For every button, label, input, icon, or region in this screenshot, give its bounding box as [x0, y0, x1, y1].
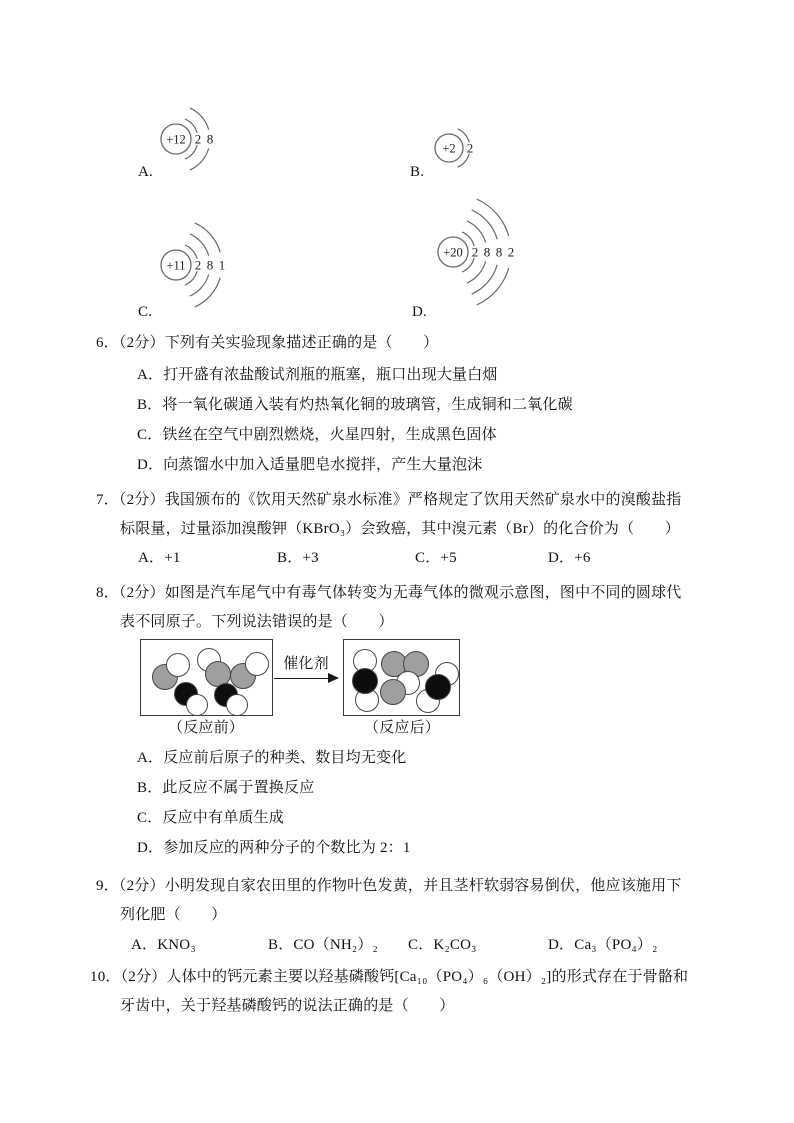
question-7-option-a: A．+1 [138, 550, 181, 566]
electron-shell-arc [467, 221, 486, 243]
electron-shell-arc [458, 154, 470, 167]
question-9-option-a: A．KNO₃ [131, 937, 196, 953]
electron-shell-arc [472, 210, 498, 239]
diagram-option-label-a: A. [138, 164, 153, 180]
electron-shell-arc [472, 265, 498, 294]
electron-shell-arc [477, 268, 509, 305]
question-6-option-c: C．铁丝在空气中剧烈燃烧，火星四射，生成黑色固体 [137, 427, 497, 443]
question-10-stem-line2: 牙齿中，关于羟基磷酸钙的说法正确的是（ ） [120, 998, 455, 1014]
question-8-option-a: A．反应前后原子的种类、数目均无变化 [137, 750, 407, 766]
electron-shell-arc [190, 108, 209, 130]
question-9-option-b: B．CO（NH₂）₂ [268, 937, 378, 953]
electron-count: 1 [218, 257, 226, 273]
nucleus-charge: +2 [442, 141, 456, 156]
diagram-option-label-b: B. [410, 164, 425, 180]
atom-structure-diagram-d [385, 184, 521, 320]
electron-count: 2 [507, 244, 515, 260]
electron-shell-arc [195, 223, 221, 252]
electron-count: 2 [471, 244, 479, 260]
question-7-stem-line1: 7．（2分）我国颁布的《饮用天然矿泉水标准》严格规定了饮用天然矿泉水中的溴酸盐指 [96, 492, 682, 508]
question-9-stem-line2: 列化肥（ ） [120, 907, 227, 923]
question-8-option-d: D．参加反应的两种分子的个数比为 2：1 [137, 840, 411, 856]
question-6-option-a: A．打开盛有浓盐酸试剂瓶的瓶塞，瓶口出现大量白烟 [137, 367, 498, 383]
after-reaction-box [343, 639, 460, 716]
electron-shell-arc [467, 261, 486, 283]
electron-count: 8 [495, 244, 503, 260]
electron-count: 8 [206, 257, 214, 273]
question-9-option-c: C．K₂CO₃ [408, 937, 477, 953]
question-6-option-d: D．向蒸馏水中加入适量肥皂水搅拌，产生大量泡沫 [137, 457, 483, 473]
diagram-option-label-d: D. [412, 304, 427, 320]
question-7-option-c: C．+5 [415, 550, 457, 566]
question-6-stem: 6．（2分）下列有关实验现象描述正确的是（ ） [96, 335, 439, 351]
question-8-option-c: C．反应中有单质生成 [137, 810, 285, 826]
atom-structure-diagram-b [417, 116, 481, 180]
catalyst-label: 催化剂 [283, 656, 329, 672]
question-7-option-d: D．+6 [548, 550, 591, 566]
question-9-option-d: D．Ca₃（PO₄）₂ [548, 937, 658, 953]
diagram-option-label-c: C. [138, 304, 153, 320]
electron-shell-arc [190, 234, 209, 256]
before-reaction-box [140, 639, 273, 716]
electron-shell-arc [185, 271, 197, 285]
electron-shell-arc [477, 199, 509, 236]
reaction-arrow-line [274, 678, 330, 679]
electron-count: 2 [466, 140, 474, 156]
electron-count: 2 [194, 257, 202, 273]
electron-shell-arc [185, 145, 197, 159]
question-7-option-b: B．+3 [277, 550, 319, 566]
electron-count: 8 [206, 131, 214, 147]
electron-count: 8 [483, 244, 491, 260]
reaction-arrow-head-icon [328, 673, 339, 683]
question-10-stem-line1: 10．（2分）人体中的钙元素主要以羟基磷酸钙[Ca₁₀（PO₄）₆（OH）₂]的形式存在于骨骼和 [90, 969, 689, 985]
before-reaction-caption: （反应前） [167, 720, 245, 736]
question-8-stem-line2: 表不同原子。下列说法错误的是（ ） [120, 614, 394, 630]
nucleus-charge: +11 [166, 258, 186, 273]
after-reaction-caption: （反应后） [363, 720, 441, 736]
question-8-option-b: B．此反应不属于置换反应 [137, 780, 315, 796]
electron-shell-arc [190, 274, 209, 296]
question-7-stem-line2: 标限量，过量添加溴酸钾（KBrO₃）会致癌，其中溴元素（Br）的化合价为（ ） [120, 521, 680, 537]
question-9-stem-line1: 9．（2分）小明发现自家农田里的作物叶色发黄，并且茎杆软弱容易倒伏，他应该施用下 [96, 878, 682, 894]
atom-structure-diagram-c [120, 209, 232, 321]
question-8-stem-line1: 8．（2分）如图是汽车尾气中有毒气体转变为无毒气体的微观示意图，图中不同的圆球代 [96, 585, 682, 601]
electron-shell-arc [195, 278, 221, 307]
nucleus-charge: +12 [166, 132, 186, 147]
nucleus-charge: +20 [443, 245, 463, 260]
question-6-option-b: B．将一氧化碳通入装有灼热氧化铜的玻璃管，生成铜和二氧化碳 [137, 397, 573, 413]
electron-count: 2 [194, 131, 202, 147]
electron-shell-arc [190, 148, 209, 170]
electron-shell-arc [462, 258, 474, 272]
